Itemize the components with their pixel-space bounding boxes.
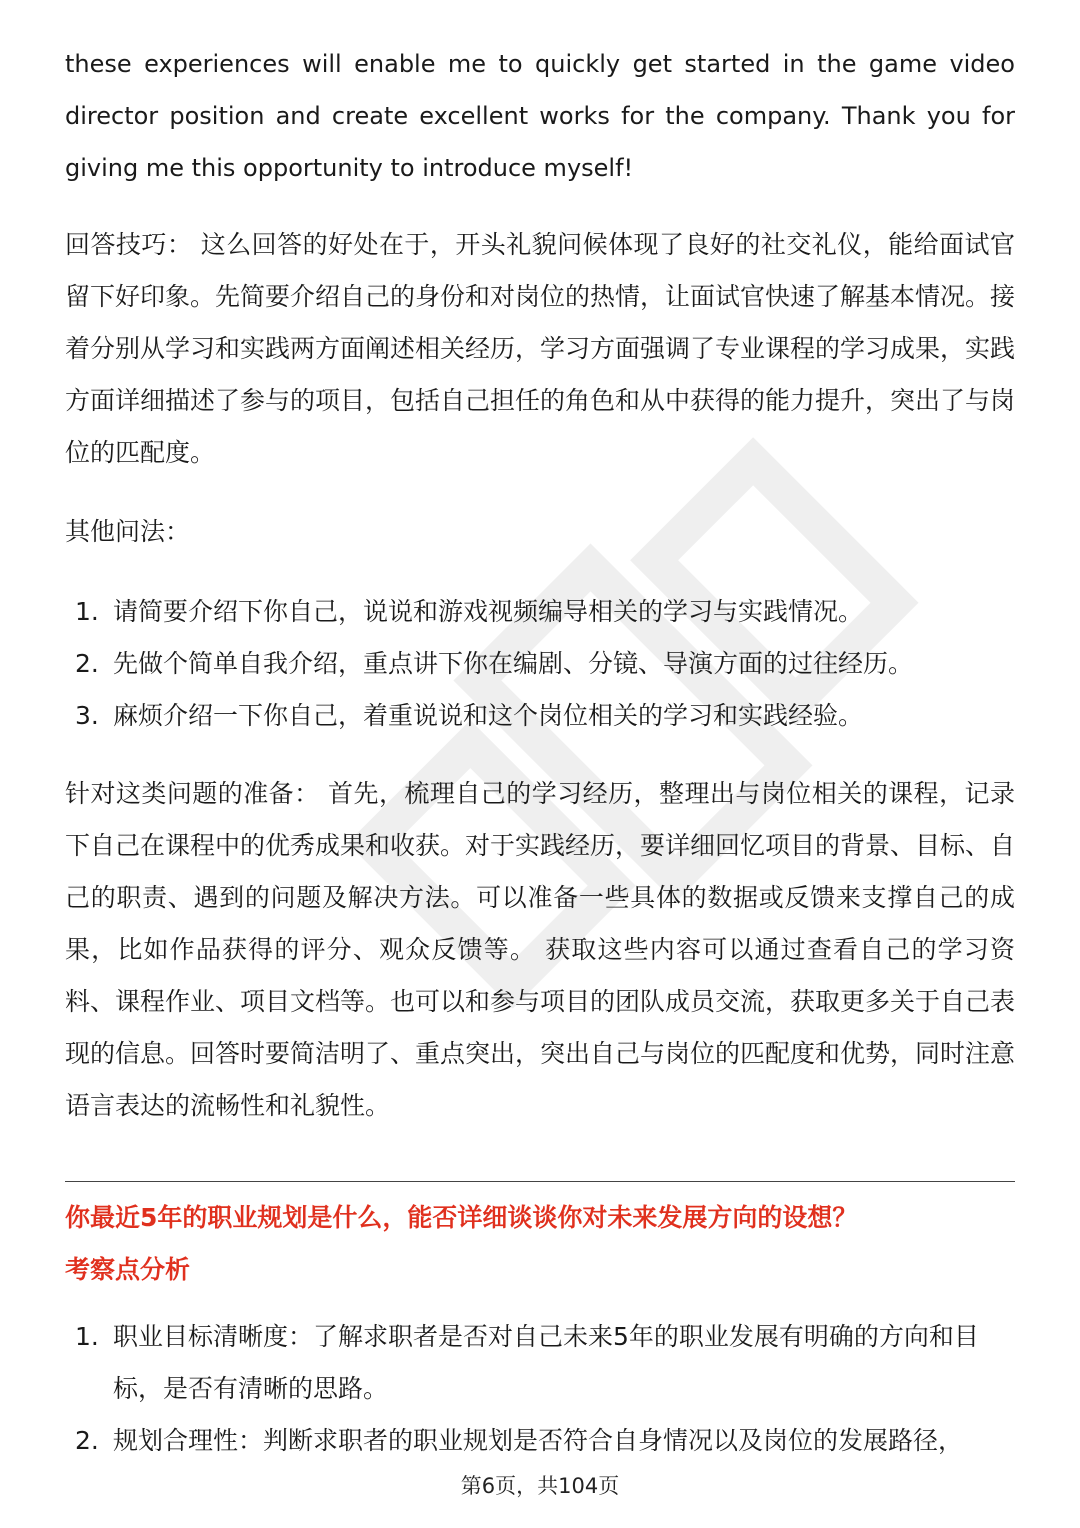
preparation-label: 针对这类问题的准备： xyxy=(65,779,320,808)
list-item: 3. 麻烦介绍一下你自己，着重说说和这个岗位相关的学习和实践经验。 xyxy=(75,701,864,730)
list-item: 1. 请简要介绍下你自己，说说和游戏视频编导相关的学习与实践情况。 xyxy=(75,597,864,626)
intro-tail-paragraph: these experiences will enable me to quickly get started in the game video director position and create excellent works for the company. Thank you for giving me this opportunity to introduce myself! xyxy=(65,50,1015,182)
tips-label: 回答技巧： xyxy=(65,230,193,259)
page-number-footer: 第6页，共104页 xyxy=(460,1474,620,1498)
preparation-paragraph xyxy=(65,768,1015,1132)
analysis-heading: 考察点分析 xyxy=(65,1255,191,1284)
tips-paragraph xyxy=(65,219,1015,479)
list-item: 2. 规划合理性：判断求职者的职业规划是否符合自身情况以及岗位的发展路径， xyxy=(75,1426,964,1455)
list-item: 2. 先做个简单自我介绍，重点讲下你在编剧、分镜、导演方面的过往经历。 xyxy=(75,649,914,678)
list-item: 1. 职业目标清晰度：了解求职者是否对自己未来5年的职业发展有明确的方向和目标，是否有清晰的思路。 xyxy=(75,1322,979,1403)
question-heading: 你最近5年的职业规划是什么，能否详细谈谈你对未来发展方向的设想？ xyxy=(65,1203,858,1232)
other-questions-list xyxy=(75,586,1015,742)
other-questions-heading: 其他问法： xyxy=(65,517,191,546)
preparation-text: 首先，梳理自己的学习经历，整理出与岗位相关的课程，记录下自己在课程中的优秀成果和收获。对于实践经历，要详细回忆项目的背景、目标、自己的职责、遇到的问题及解决方法。可以准备一些具体的数据或反馈来支撑自己的成果，比如作品获得的评分、观众反馈等。 获取这些内容可以通过查看自己的学习资料、课程作业、项目文档等。也可以和参与项目的团队成员交流，获取更多关于自己表现的信息。回答时要简洁明了、重点突出，突出自己与岗位的匹配度和优势，同时注意语言表达的流畅性和礼貌性。 xyxy=(65,779,1016,1120)
tips-text: 这么回答的好处在于，开头礼貌问候体现了良好的社交礼仪，能给面试官留下好印象。先简要介绍自己的身份和对岗位的热情，让面试官快速了解基本情况。接着分别从学习和实践两方面阐述相关经历，学习方面强调了专业课程的学习成果，实践方面详细描述了参与的项目，包括自己担任的角色和从中获得的能力提升，突出了与岗位的匹配度。 xyxy=(65,230,1016,467)
section-divider xyxy=(65,1181,1015,1182)
analysis-list xyxy=(75,1311,1015,1467)
